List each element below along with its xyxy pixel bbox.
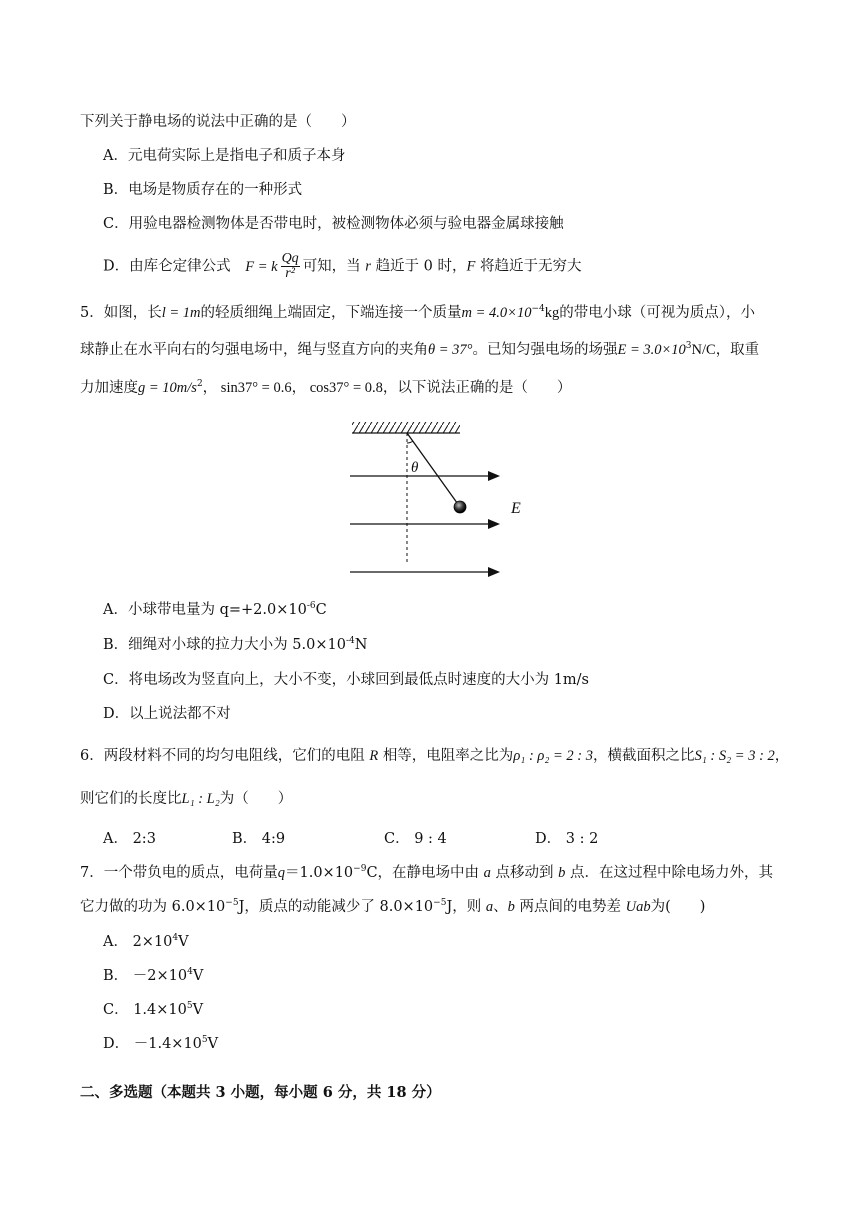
q5-l1-length: l = 1m xyxy=(161,305,201,321)
q6-line2 xyxy=(80,789,292,809)
q5-l1-mass-unit: kg xyxy=(544,305,560,321)
q7-a-exp: 4 xyxy=(172,933,179,944)
q7-d-exp: 5 xyxy=(201,1035,208,1046)
q7-l1-e: 点．在这过程中除电场力外，其 xyxy=(569,865,773,881)
q6-l1-b: 相等，电阻率之比为 xyxy=(382,748,514,764)
q4-d-var-r: r xyxy=(365,258,371,275)
q6-l2-length-ratio: L₁ : L₂ xyxy=(181,791,220,807)
q5-l2-c: ，取重 xyxy=(715,342,760,358)
q7-l1-d: 点移动到 xyxy=(495,865,554,881)
q7-line2 xyxy=(80,897,705,917)
q5-line1 xyxy=(80,303,755,323)
q5-pendulum-figure xyxy=(340,415,540,585)
q7-l2-point-b: b xyxy=(507,899,515,915)
fraction-numerator: Qq xyxy=(281,251,299,266)
ceiling-hatch xyxy=(352,422,460,433)
theta-label: θ xyxy=(411,460,419,476)
q7-l2-b: J，质点的动能减少了 8.0×10 xyxy=(238,899,434,915)
q7-option-a xyxy=(103,932,189,952)
q5-l3-cos: ， cos37° = 0.8 xyxy=(291,380,383,396)
q5-l3-gravity: g = 10m/s xyxy=(138,380,197,396)
q7-l1-b: ＝1.0×10 xyxy=(284,865,354,881)
q7-b-exp: 4 xyxy=(187,967,193,978)
q7-option-d xyxy=(103,1034,218,1054)
q7-l2-potential-diff: Uab xyxy=(625,899,651,915)
q4-option-d xyxy=(103,252,581,281)
q7-c-pre: C． 1.4×10 xyxy=(103,1002,187,1018)
q6-l1-area-ratio: S₁ : S₂ = 3 : 2 xyxy=(694,748,775,764)
q7-l2-f: 为( ) xyxy=(650,899,706,915)
q5-a-exp: -6 xyxy=(306,601,316,612)
q7-l1-q: q xyxy=(277,865,285,881)
q4-d-mid2: 趋近于 0 时， xyxy=(375,258,467,275)
q6-option-c: C． 9 : 4 xyxy=(384,831,447,847)
q5-option-d: D．以上说法都不对 xyxy=(103,706,231,722)
q5-l1-a: 5．如图，长 xyxy=(80,305,162,321)
q6-l2-a: 则它们的长度比 xyxy=(80,791,182,807)
q4-stem: 下列关于静电场的说法中正确的是（ ） xyxy=(80,114,356,130)
q5-b-post: N xyxy=(354,637,368,653)
q6-l2-b: 为（ ） xyxy=(219,791,293,807)
q7-l2-e: 两点间的电势差 xyxy=(519,899,621,915)
q5-line2 xyxy=(80,340,759,360)
q5-l3-a: 力加速度 xyxy=(80,380,138,396)
q7-line1 xyxy=(80,863,773,883)
section2-title: 二、多选题（本题共 3 小题，每小题 6 分，共 18 分） xyxy=(80,1084,441,1101)
q5-l3-b: ，以下说法正确的是（ ） xyxy=(382,380,572,396)
q6-line1 xyxy=(80,746,789,766)
q7-a-post: V xyxy=(178,934,189,950)
q7-b-post: V xyxy=(192,968,204,984)
q7-a-pre: A． 2×10 xyxy=(103,934,173,950)
q5-option-b xyxy=(103,635,367,655)
q5-l1-mass-exp: −4 xyxy=(531,304,545,315)
q5-b-pre: B．细绳对小球的拉力大小为 5.0×10 xyxy=(103,637,346,653)
q5-l2-field-exp: 3 xyxy=(685,341,692,352)
q5-l1-c: 的带电小球（可视为质点），小 xyxy=(559,305,755,321)
q5-l1-b: 的轻质细绳上端固定，下端连接一个质量 xyxy=(200,305,462,321)
q7-l2-d: 、 xyxy=(493,899,508,915)
field-arrow-1 xyxy=(488,471,500,481)
q5-l3-sin: ， sin37° = 0.6 xyxy=(202,380,292,396)
q7-l2-a: 它力做的功为 6.0×10 xyxy=(80,899,226,915)
q7-d-pre: D． －1.4×10 xyxy=(103,1036,202,1052)
q4-d-prefix: D．由库仑定律公式 xyxy=(103,258,231,275)
q6-l1-resistivity-ratio: ρ₁ : ρ₂ = 2 : 3 xyxy=(513,748,594,764)
q5-l2-b: 。已知匀强电场的场强 xyxy=(472,342,618,358)
q4-d-post: 将趋近于无穷大 xyxy=(479,258,582,275)
q5-b-exp: -4 xyxy=(345,636,355,647)
q4-d-mid: 可知，当 xyxy=(302,258,361,275)
q7-option-b xyxy=(103,966,203,986)
field-label-e: E xyxy=(511,500,521,517)
q5-a-post: C xyxy=(315,602,327,618)
q7-c-exp: 5 xyxy=(186,1001,193,1012)
q4-option-c: C．用验电器检测物体是否带电时，被检测物体必须与验电器金属球接触 xyxy=(103,216,564,232)
q5-l2-a: 球静止在水平向右的匀强电场中，绳与竖直方向的夹角 xyxy=(80,342,428,358)
q4-option-b: B．电场是物质存在的一种形式 xyxy=(103,182,303,198)
angle-arc xyxy=(407,441,413,443)
q5-line3 xyxy=(80,378,571,398)
q7-l2-point-a: a xyxy=(485,899,494,915)
q6-option-d: D． 3 : 2 xyxy=(535,831,599,847)
q7-l1-point-b: b xyxy=(558,865,566,881)
coulomb-fraction xyxy=(281,252,300,281)
q7-l2-exp2: −5 xyxy=(433,898,447,909)
q5-l3-gravity-exp: 2 xyxy=(196,379,203,390)
q5-l2-theta: θ = 37° xyxy=(428,342,473,358)
q5-l2-field-unit: N/C xyxy=(691,342,716,358)
q6-option-b: B． 4:9 xyxy=(232,831,286,847)
q7-option-c xyxy=(103,1000,203,1020)
q6-l1-a: 6．两段材料不同的均匀电阻线，它们的电阻 xyxy=(80,748,365,764)
field-arrow-2 xyxy=(488,519,500,529)
q5-l1-mass: m = 4.0×10 xyxy=(461,305,532,321)
q4-d-formula-left: F = k xyxy=(245,258,278,275)
q6-option-a: A． 2:3 xyxy=(103,831,156,847)
q4-d-var-f: F xyxy=(466,258,476,275)
field-arrow-3 xyxy=(488,567,500,577)
q5-option-c: C．将电场改为竖直向上，大小不变，小球回到最低点时速度的大小为 1m/s xyxy=(103,672,590,688)
q7-l1-point-a: a xyxy=(483,865,491,881)
q6-l1-d: ， xyxy=(774,748,790,764)
q5-a-pre: A．小球带电量为 q=+2.0×10 xyxy=(103,602,307,618)
q6-l1-c: ，横截面积之比 xyxy=(593,748,695,764)
q7-l1-exp: −9 xyxy=(353,864,367,875)
q5-l2-field: E = 3.0×10 xyxy=(617,342,686,358)
fraction-denominator: r² xyxy=(285,266,295,281)
q7-l2-c: J，则 xyxy=(446,899,482,915)
q5-option-a xyxy=(103,600,327,620)
q4-option-a: A．元电荷实际上是指电子和质子本身 xyxy=(103,148,346,164)
q7-l1-a: 7．一个带负电的质点，电荷量 xyxy=(80,865,278,881)
q7-b-pre: B． －2×10 xyxy=(103,968,188,984)
q7-c-post: V xyxy=(192,1002,204,1018)
q6-l1-resistance: R xyxy=(369,748,379,764)
charged-ball xyxy=(454,501,466,513)
q7-d-post: V xyxy=(207,1036,219,1052)
q7-l2-exp1: −5 xyxy=(225,898,239,909)
q7-l1-c: C，在静电场中由 xyxy=(366,865,480,881)
